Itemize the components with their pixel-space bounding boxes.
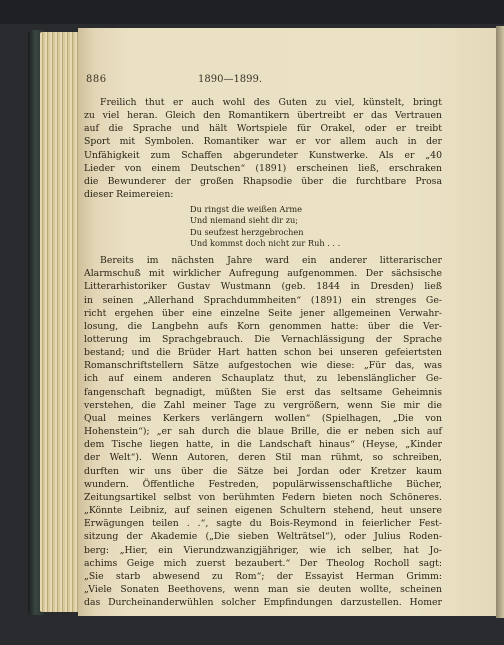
text-line: Qual meines Kerkers verlängern wollen“ (Spielhagen, „Die von	[84, 412, 442, 424]
text-line: verstehen, die Zahl meiner Tage zu vergrößern, wenn Sie mir die	[84, 399, 442, 411]
text-line: durften wir uns über die Sätze bei Jordan oder Kretzer kaum	[84, 465, 442, 477]
text-line: berg: „Hier, ein Vierundzwanzigjähriger, wie ich selber, hat Jo-	[84, 544, 442, 556]
text-line: „Sie starb abwesend zu Rom“; der Essayist Herman Grimm:	[84, 570, 442, 582]
text-line: zu viel heran. Gleich den Romantikern übertreibt er das Vertrauen	[84, 110, 442, 122]
text-line: „Viele Sonaten Beethovens, wenn man sie deuten wollte, scheinen	[84, 583, 442, 595]
text-line: Unfähigkeit zum Schaffen abgerundeter Kunstwerke. Als er „40	[84, 149, 442, 161]
page-number: 886	[86, 74, 107, 85]
text-line: Sport mit Symbolen. Romantiker war er vor allem auch in der	[84, 136, 442, 148]
text-line: Alarmschuß mit wirklicher Aufregung aufgenommen. Der sächsische	[84, 268, 442, 280]
text-line: Freilich thut er auch wohl des Guten zu viel, künstelt, bringt	[100, 97, 442, 108]
text-line: Litterarhistoriker Gustav Wustmann (geb. 1844 in Dresden) ließ	[84, 281, 442, 293]
running-head: 1890—1899.	[198, 74, 263, 85]
page-edges	[40, 32, 82, 612]
text-line: in seinen „Allerhand Sprachdummheiten“ (1891) ein strenges Ge-	[84, 294, 442, 306]
verse-line: Und niemand sieht dir zu;	[190, 215, 299, 226]
text-line: losung, die Langbehn aufs Korn genommen hatte: über die Ver-	[84, 320, 442, 332]
verse-line: Du seufzest herzgebrochen	[190, 226, 304, 237]
text-line: die Bewunderer der großen Rhapsodie über die furchtbare Prosa	[84, 175, 442, 187]
text-line: bestand; und die Brüder Hart hatten schon bei unseren gefeiertsten	[84, 347, 442, 359]
text-line: sitzung der Akademie („Die sieben Welträtsel“), oder Julius Roden-	[84, 531, 442, 543]
text-line: auf die Sprache und hält Wortspiele für Orakel, oder er treibt	[84, 123, 442, 135]
text-line: fangenschaft begnadigt, müßten Sie erst das seltsame Geheimnis	[84, 386, 442, 398]
facing-page-edge	[496, 26, 504, 618]
verse-line: Du ringst die weißen Arme	[190, 204, 302, 215]
text-line: das Durcheinanderwühlen solcher Empfindungen darzustellen. Homer	[84, 597, 442, 609]
page-header	[86, 74, 356, 88]
text-line: Hohenstein“); „er sah durch die blaue Brille, die er neben sich auf	[84, 426, 442, 438]
text-line: achims Geige mich zuerst bezaubert.“ Der Theolog Rocholl sagt:	[84, 557, 442, 569]
verse-line: Und kommst doch nicht zur Ruh . . .	[190, 237, 341, 248]
text-line: wundern. Öffentliche Festreden, populärwissenschaftliche Bücher,	[84, 478, 442, 490]
paragraph-2	[84, 254, 442, 609]
text-line: Bereits im nächsten Jahre ward ein anderer litterarischer	[100, 255, 442, 267]
text-line: Erwägungen teilen . .“, sagte du Bois-Reymond in feierlicher Fest-	[84, 518, 442, 530]
text-line: dem Tische liegen hatte, in die Landschaft hinaus“ (Heyse, „Kinder	[84, 439, 442, 451]
text-line: Zeitungsartikel selbst von berühmten Federn bieten noch Schöneres.	[84, 491, 442, 503]
page-body	[84, 96, 442, 609]
scanner-backdrop	[0, 0, 504, 24]
text-line: lotterung im Sprachgebrauch. Die Vernachlässigung der Sprache	[84, 334, 442, 345]
text-line: der Welt“). Wenn Autoren, deren Stil man rühmt, so schreiben,	[84, 452, 442, 464]
text-line: ich auf einem anderen Schauplatz thut, zu lebenslänglicher Ge-	[84, 373, 442, 385]
text-line: Romanschriftstellern Sätze aufgestochen wie diese: „Für das, was	[84, 360, 442, 372]
text-line: richt ergehen über eine einzelne Seite jener allgemeinen Verwahr-	[84, 307, 442, 319]
text-line: „Könnte Leibniz, auf seinen eigenen Schultern stehend, heut unsere	[84, 505, 442, 517]
paragraph-1	[84, 96, 442, 201]
verse-quote	[84, 204, 442, 249]
text-line: dieser Reimereien:	[84, 189, 174, 201]
text-line: Lieder von einem Deutschen“ (1891) erscheinen ließ, erschraken	[84, 162, 442, 174]
